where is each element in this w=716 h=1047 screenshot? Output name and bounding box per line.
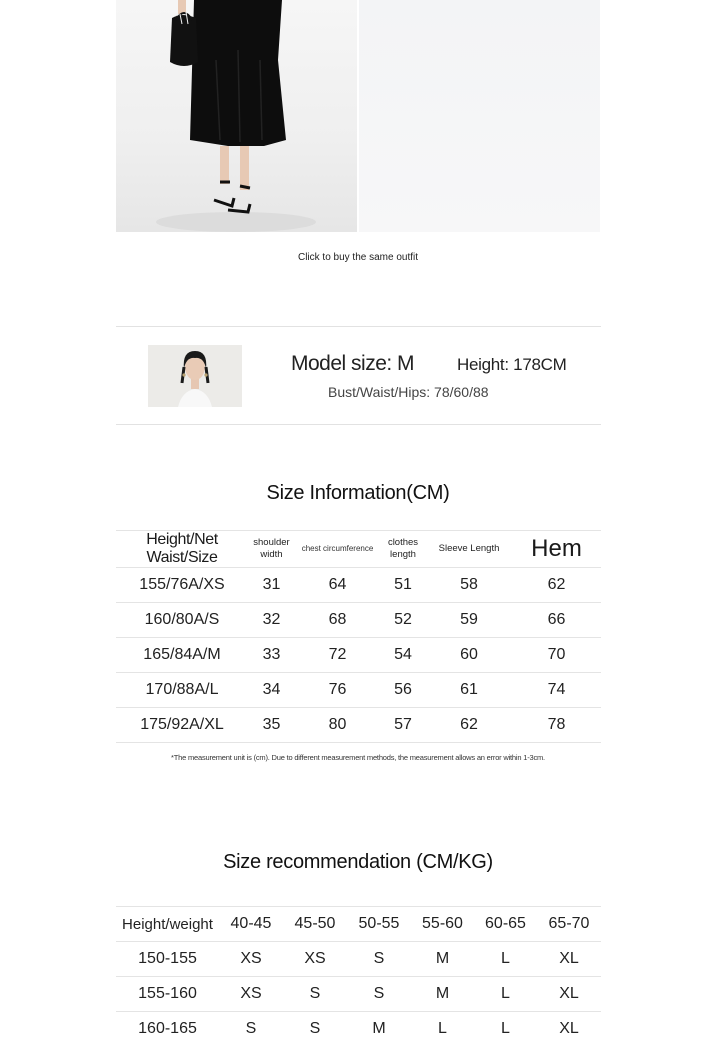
table-row [116,942,601,977]
header-cell: Height/Net Waist/Size [116,531,248,568]
divider [116,326,601,327]
table-cell: 165/84A/M [116,638,248,673]
header-cell: shoulder width [248,531,295,568]
table-cell: XS [219,977,283,1012]
table-row [116,708,601,743]
table-row [116,977,601,1012]
header-cell: 50-55 [347,907,411,942]
measurement-note: *The measurement unit is (cm). Due to different measurement methods, the measurement allows an error within 1-3cm. [171,753,545,762]
table-cell: 56 [380,673,426,708]
product-photos [116,0,600,232]
table-cell: L [474,1012,537,1047]
size-info-table [116,530,601,743]
table-cell: 160-165 [116,1012,219,1047]
table-cell: 74 [512,673,601,708]
table-cell: 78 [512,708,601,743]
table-cell: 52 [380,603,426,638]
buy-same-outfit-link[interactable]: Click to buy the same outfit [297,252,419,263]
table-cell: 155-160 [116,977,219,1012]
table-cell: M [411,977,474,1012]
table-cell: S [283,977,347,1012]
table-cell: S [219,1012,283,1047]
model-avatar [148,345,242,407]
table-cell: 60 [426,638,512,673]
table-cell: M [411,942,474,977]
header-cell: Hem [512,531,601,568]
table-cell: 54 [380,638,426,673]
table-cell: 68 [295,603,380,638]
table-cell: 170/88A/L [116,673,248,708]
model-outfit-image [116,0,357,232]
table-cell: 76 [295,673,380,708]
table-cell: XL [537,977,601,1012]
header-cell: 40-45 [219,907,283,942]
table-cell: 59 [426,603,512,638]
table-cell: 80 [295,708,380,743]
header-cell: 45-50 [283,907,347,942]
table-header-row [116,531,601,568]
table-row [116,1012,601,1047]
model-measurements: Bust/Waist/Hips: 78/60/88 [328,384,489,400]
header-cell: Height/weight [116,907,219,942]
table-cell: 33 [248,638,295,673]
table-cell: 155/76A/XS [116,568,248,603]
table-cell: 32 [248,603,295,638]
table-cell: S [347,977,411,1012]
table-cell: 62 [426,708,512,743]
header-cell: Sleeve Length [426,531,512,568]
table-cell: 175/92A/XL [116,708,248,743]
table-cell: XL [537,1012,601,1047]
model-portrait-image [148,345,242,407]
table-row [116,603,601,638]
table-cell: L [474,942,537,977]
table-cell: L [411,1012,474,1047]
table-cell: 58 [426,568,512,603]
table-cell: 64 [295,568,380,603]
table-cell: S [283,1012,347,1047]
table-cell: 72 [295,638,380,673]
table-row [116,638,601,673]
table-header-row [116,907,601,942]
header-cell: 60-65 [474,907,537,942]
model-size: Model size: M [291,352,415,375]
table-cell: S [347,942,411,977]
table-cell: 160/80A/S [116,603,248,638]
divider [116,424,601,425]
table-cell: M [347,1012,411,1047]
table-cell: 35 [248,708,295,743]
table-row [116,568,601,603]
table-row [116,673,601,708]
table-cell: L [474,977,537,1012]
table-cell: XL [537,942,601,977]
size-rec-title: Size recommendation (CM/KG) [223,851,493,873]
size-info-title: Size Information(CM) [266,482,450,504]
table-cell: XS [283,942,347,977]
size-rec-table [116,906,601,1047]
table-cell: 34 [248,673,295,708]
product-photo-model[interactable] [116,0,357,232]
table-cell: 62 [512,568,601,603]
header-cell: 55-60 [411,907,474,942]
table-cell: 66 [512,603,601,638]
table-cell: XS [219,942,283,977]
table-cell: 70 [512,638,601,673]
table-cell: 150-155 [116,942,219,977]
header-cell: chest circumference [295,531,380,568]
table-cell: 31 [248,568,295,603]
header-cell: clothes length [380,531,426,568]
table-cell: 61 [426,673,512,708]
model-height: Height: 178CM [457,355,567,374]
table-cell: 51 [380,568,426,603]
table-cell: 57 [380,708,426,743]
product-photo-detail[interactable] [359,0,600,232]
header-cell: 65-70 [537,907,601,942]
